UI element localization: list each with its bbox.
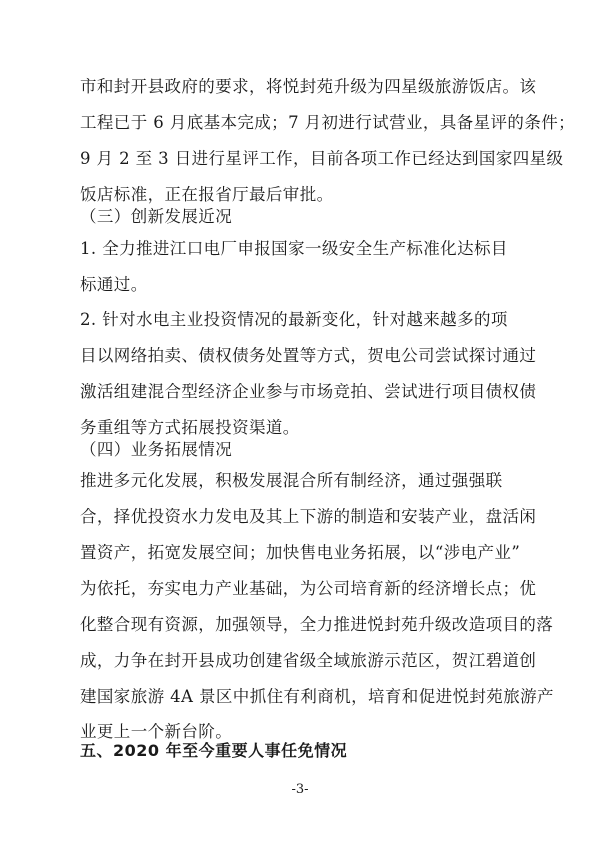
text-line: 建国家旅游 4A 景区中抓住有利商机，培育和促进悦封苑旅游产: [80, 687, 554, 706]
text-line: 业更上一个新台阶。: [80, 722, 233, 741]
text-line: 目以网络拍卖、债权债务处置等方式，贺电公司尝试探讨通过: [80, 346, 537, 365]
text-line: 9 月 2 至 3 日进行星评工作，目前各项工作已经达到国家四星级: [80, 149, 564, 168]
text-line: 饭店标准，正在报省厅最后审批。: [80, 185, 334, 204]
text-line: 2. 针对水电主业投资情况的最新变化，针对越来越多的项: [80, 310, 508, 329]
text-line: 为依托，夯实电力产业基础，为公司培育新的经济增长点；优: [80, 579, 537, 598]
page-number: -3-: [291, 782, 309, 797]
text-line: 置资产，拓宽发展空间；加快售电业务拓展，以“涉电产业”: [80, 543, 521, 562]
text-line: 推进多元化发展，积极发展混合所有制经济，通过强强联: [80, 471, 503, 490]
text-line: 务重组等方式拓展投资渠道。: [80, 418, 300, 437]
subsection-heading: （三）创新发展近况: [80, 207, 233, 226]
text-line: 工程已于 6 月底基本完成；7 月初进行试营业，具备星评的条件；: [80, 113, 576, 132]
text-line: 市和封开县政府的要求，将悦封苑升级为四星级旅游饭店。该: [80, 77, 537, 96]
text-line: 合，择优投资水力发电及其上下游的制造和安装产业，盘活闲: [80, 507, 537, 526]
text-line: 激活组建混合型经济企业参与市场竞拍、尝试进行项目债权债: [80, 382, 537, 401]
text-line: 化整合现有资源，加强领导，全力推进悦封苑升级改造项目的落: [80, 615, 554, 634]
text-line: 标通过。: [80, 275, 148, 294]
subsection-heading: （四）业务拓展情况: [80, 440, 233, 459]
text-line: 成，力争在封开县成功创建省级全域旅游示范区，贺江碧道创: [80, 651, 537, 670]
text-line: 1. 全力推进江口电厂申报国家一级安全生产标准化达标目: [80, 239, 508, 258]
section-heading: 五、2020 年至今重要人事任免情况: [80, 741, 348, 760]
